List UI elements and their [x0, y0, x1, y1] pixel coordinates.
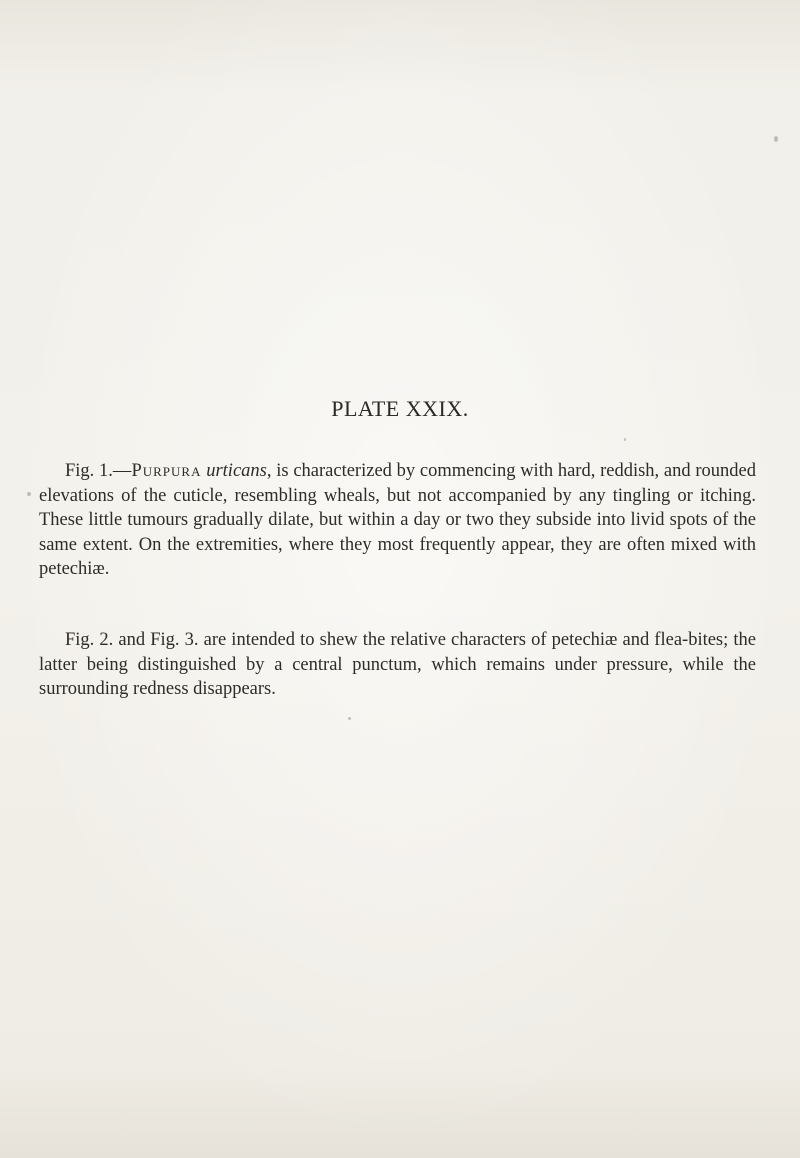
- genus-name: Purpura: [131, 461, 202, 481]
- paper-speck: [774, 136, 778, 142]
- figures-2-3-description: Fig. 2. and Fig. 3. are intended to shew the relative characters of petechiæ and flea-bites; the latter being distinguished by a central punctum, which remains under pressure, while the surrounding redness disappears.: [39, 630, 756, 700]
- paper-speck: [624, 438, 626, 441]
- paper-speck: [27, 492, 31, 496]
- paper-speck: [348, 717, 351, 720]
- fig-1-text: , is characterized by commencing with hard, reddish, and rounded elevations of the cuticle, resembling wheals, but not accompanied by any tingling or itching. These little tumours gradually dilate, but within a day or two they subside into livid spots of the same extent. On the extremities, where they most frequently appear, they are often mixed with petechiæ.: [39, 461, 756, 580]
- species-name: urticans: [206, 461, 267, 481]
- plate-title: PLATE XXIX.: [331, 396, 469, 421]
- fig-1-label: Fig. 1.—: [65, 461, 132, 481]
- figure-1-description: [39, 459, 756, 582]
